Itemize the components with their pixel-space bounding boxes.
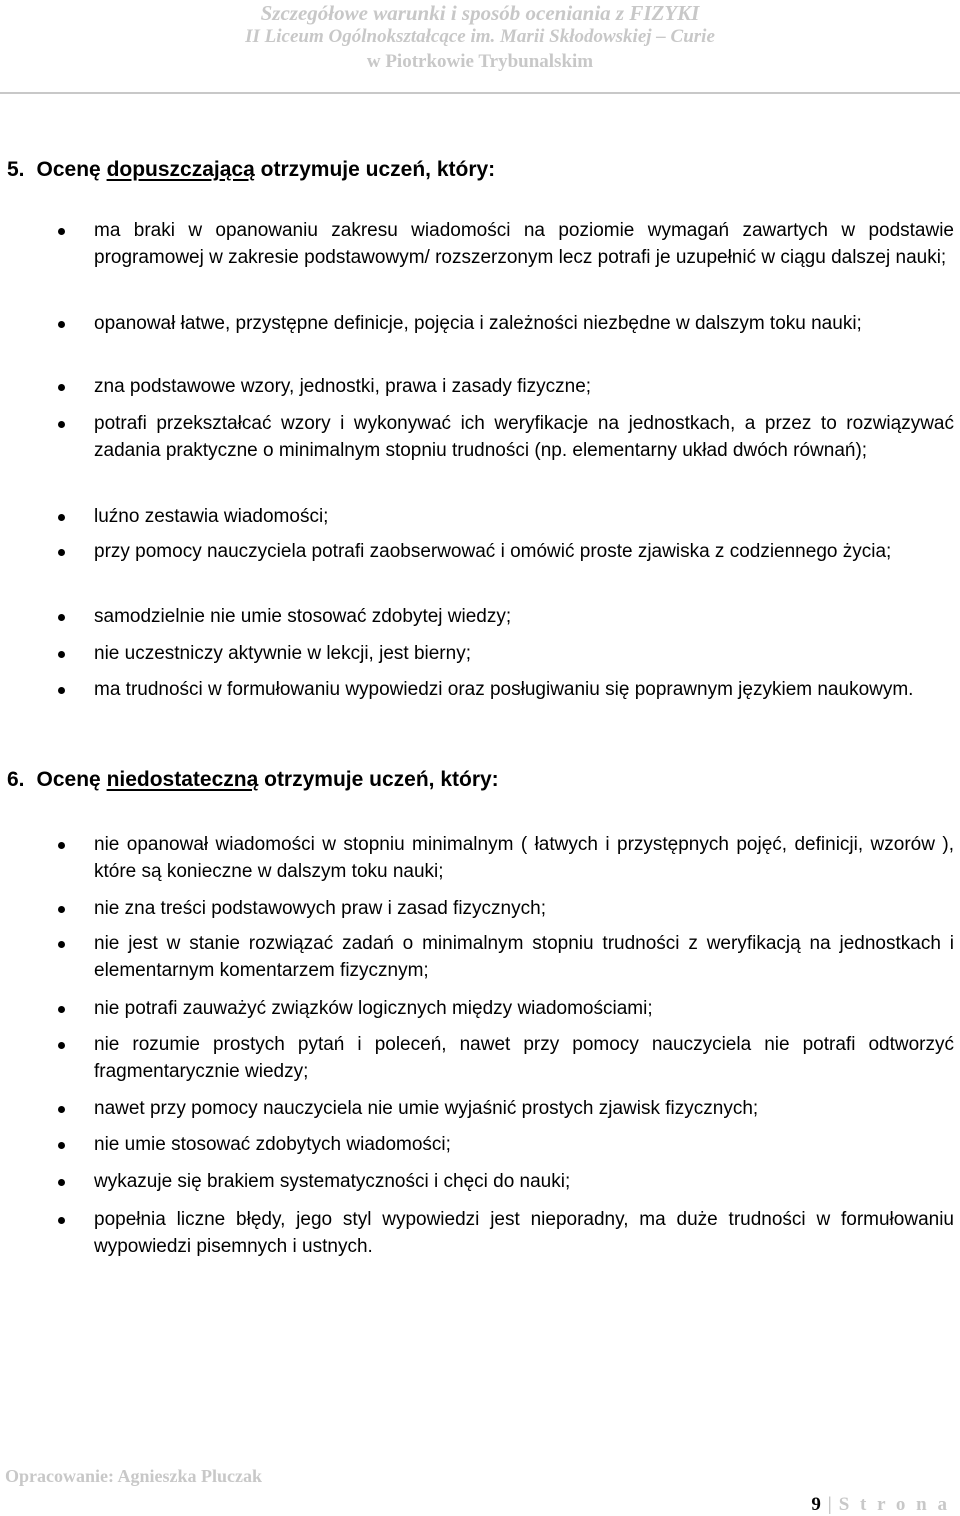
list-item-text: nie zna treści podstawowych praw i zasad fizycznych; — [94, 898, 546, 919]
heading-suffix: otrzymuje uczeń, który: — [258, 768, 499, 791]
list-item — [94, 603, 954, 630]
bullet-icon — [58, 514, 65, 521]
bullet-icon — [58, 941, 65, 948]
list-item — [94, 831, 954, 885]
header-city: w Piotrkowie Trybunalskim — [366, 51, 594, 72]
bullet-icon — [58, 906, 65, 913]
list-item-text: nie opanował wiadomości w stopniu minimalnym ( łatwych i przystępnych pojęć, definicji, wzorów ), które są konieczne w dalszym toku nauki; — [94, 834, 954, 882]
bullet-icon — [58, 228, 65, 235]
page-number: 9 — [811, 1494, 824, 1515]
list-item — [94, 1206, 954, 1260]
bullet-icon — [58, 1106, 65, 1113]
list-item-text: ma braki w opanowaniu zakresu wiadomości na poziomie wymagań zawartych w podstawie programowej w zakresie podstawowym/ rozszerzonym lecz potrafi je uzupełnić w ciągu dalszej nauki; — [94, 220, 954, 268]
bullet-icon — [58, 1042, 65, 1049]
heading-prefix: Ocenę — [36, 768, 107, 791]
list-item-text: potrafi przekształcać wzory i wykonywać ich weryfikacje na jednostkach, a przez to rozwiązywać zadania praktyczne o minimalnym stopniu trudności (np. elementarny układ dwóch równań); — [94, 413, 954, 461]
list-item-text: przy pomocy nauczyciela potrafi zaobserwować i omówić proste zjawiska z codziennego życia; — [94, 541, 892, 562]
list-item-text: nie jest w stanie rozwiązać zadań o minimalnym stopniu trudności z weryfikacją na jednostkach i elementarnym komentarzem fizycznym; — [94, 933, 954, 981]
list-item — [94, 217, 954, 271]
header-title: Szczegółowe warunki i sposób oceniania z FIZYKI — [260, 1, 700, 25]
grade-name: dopuszczającą — [106, 158, 255, 181]
list-item-text: luźno zestawia wiadomości; — [94, 506, 329, 527]
page-separator: | — [827, 1494, 835, 1515]
bullet-icon — [58, 842, 65, 849]
heading-suffix: otrzymuje uczeń, który: — [254, 158, 496, 181]
list-item — [94, 1031, 954, 1085]
bullet-icon — [58, 614, 65, 621]
list-item-text: nie rozumie prostych pytań i poleceń, nawet przy pomocy nauczyciela nie potrafi odtworzyć fragmentarycznie wiedzy; — [94, 1034, 954, 1082]
list-item-text: nie uczestniczy aktywnie w lekcji, jest bierny; — [94, 643, 471, 664]
footer-author: Opracowanie: Agnieszka Pluczak — [5, 1466, 262, 1486]
section-number: 5. — [7, 158, 25, 181]
list-item — [94, 640, 954, 667]
bullet-icon — [58, 651, 65, 658]
list-item — [94, 538, 954, 565]
bullet-icon — [58, 1142, 65, 1149]
list-item-text: zna podstawowe wzory, jednostki, prawa i zasady fizyczne; — [94, 376, 592, 397]
list-item-text: nawet przy pomocy nauczyciela nie umie wyjaśnić prostych zjawisk fizycznych; — [94, 1098, 759, 1119]
page-label: S t r o n a — [838, 1494, 950, 1515]
list-item — [94, 895, 954, 922]
bullet-icon — [58, 384, 65, 391]
bullet-icon — [58, 1179, 65, 1186]
heading-prefix: Ocenę — [36, 158, 107, 181]
list-item-text: wykazuje się brakiem systematyczności i chęci do nauki; — [94, 1171, 571, 1192]
bullet-icon — [58, 421, 65, 428]
header-divider — [0, 92, 960, 94]
bullet-icon — [58, 321, 65, 328]
list-item-text: nie potrafi zauważyć związków logicznych między wiadomościami; — [94, 998, 653, 1019]
list-item — [94, 410, 954, 464]
list-item — [94, 1095, 954, 1122]
bullet-icon — [58, 1006, 65, 1013]
list-item-text: samodzielnie nie umie stosować zdobytej wiedzy; — [94, 606, 512, 627]
list-item-text: opanował łatwe, przystępne definicje, pojęcia i zależności niezbędne w dalszym toku nauki; — [94, 313, 862, 334]
section-number: 6. — [7, 768, 25, 791]
list-item — [94, 995, 954, 1022]
list-item-text: nie umie stosować zdobytych wiadomości; — [94, 1134, 451, 1155]
header-school: II Liceum Ogólnokształcące im. Marii Skłodowskiej – Curie — [245, 26, 715, 47]
section-5-heading — [7, 157, 495, 183]
list-item-text: popełnia liczne błędy, jego styl wypowiedzi jest nieporadny, ma duże trudności w formułowaniu wypowiedzi pisemnych i ustnych. — [94, 1209, 954, 1257]
bullet-icon — [58, 1217, 65, 1224]
list-item — [94, 503, 954, 530]
list-item — [94, 1131, 954, 1158]
list-item — [94, 310, 954, 337]
section-6-heading — [7, 767, 499, 793]
bullet-icon — [58, 549, 65, 556]
list-item-text: ma trudności w formułowaniu wypowiedzi oraz posługiwaniu się poprawnym językiem naukowym. — [94, 679, 914, 700]
list-item — [94, 930, 954, 984]
list-item — [94, 1168, 954, 1195]
grade-name: niedostateczną — [106, 768, 259, 791]
list-item — [94, 373, 954, 400]
bullet-icon — [58, 687, 65, 694]
list-item — [94, 676, 954, 703]
